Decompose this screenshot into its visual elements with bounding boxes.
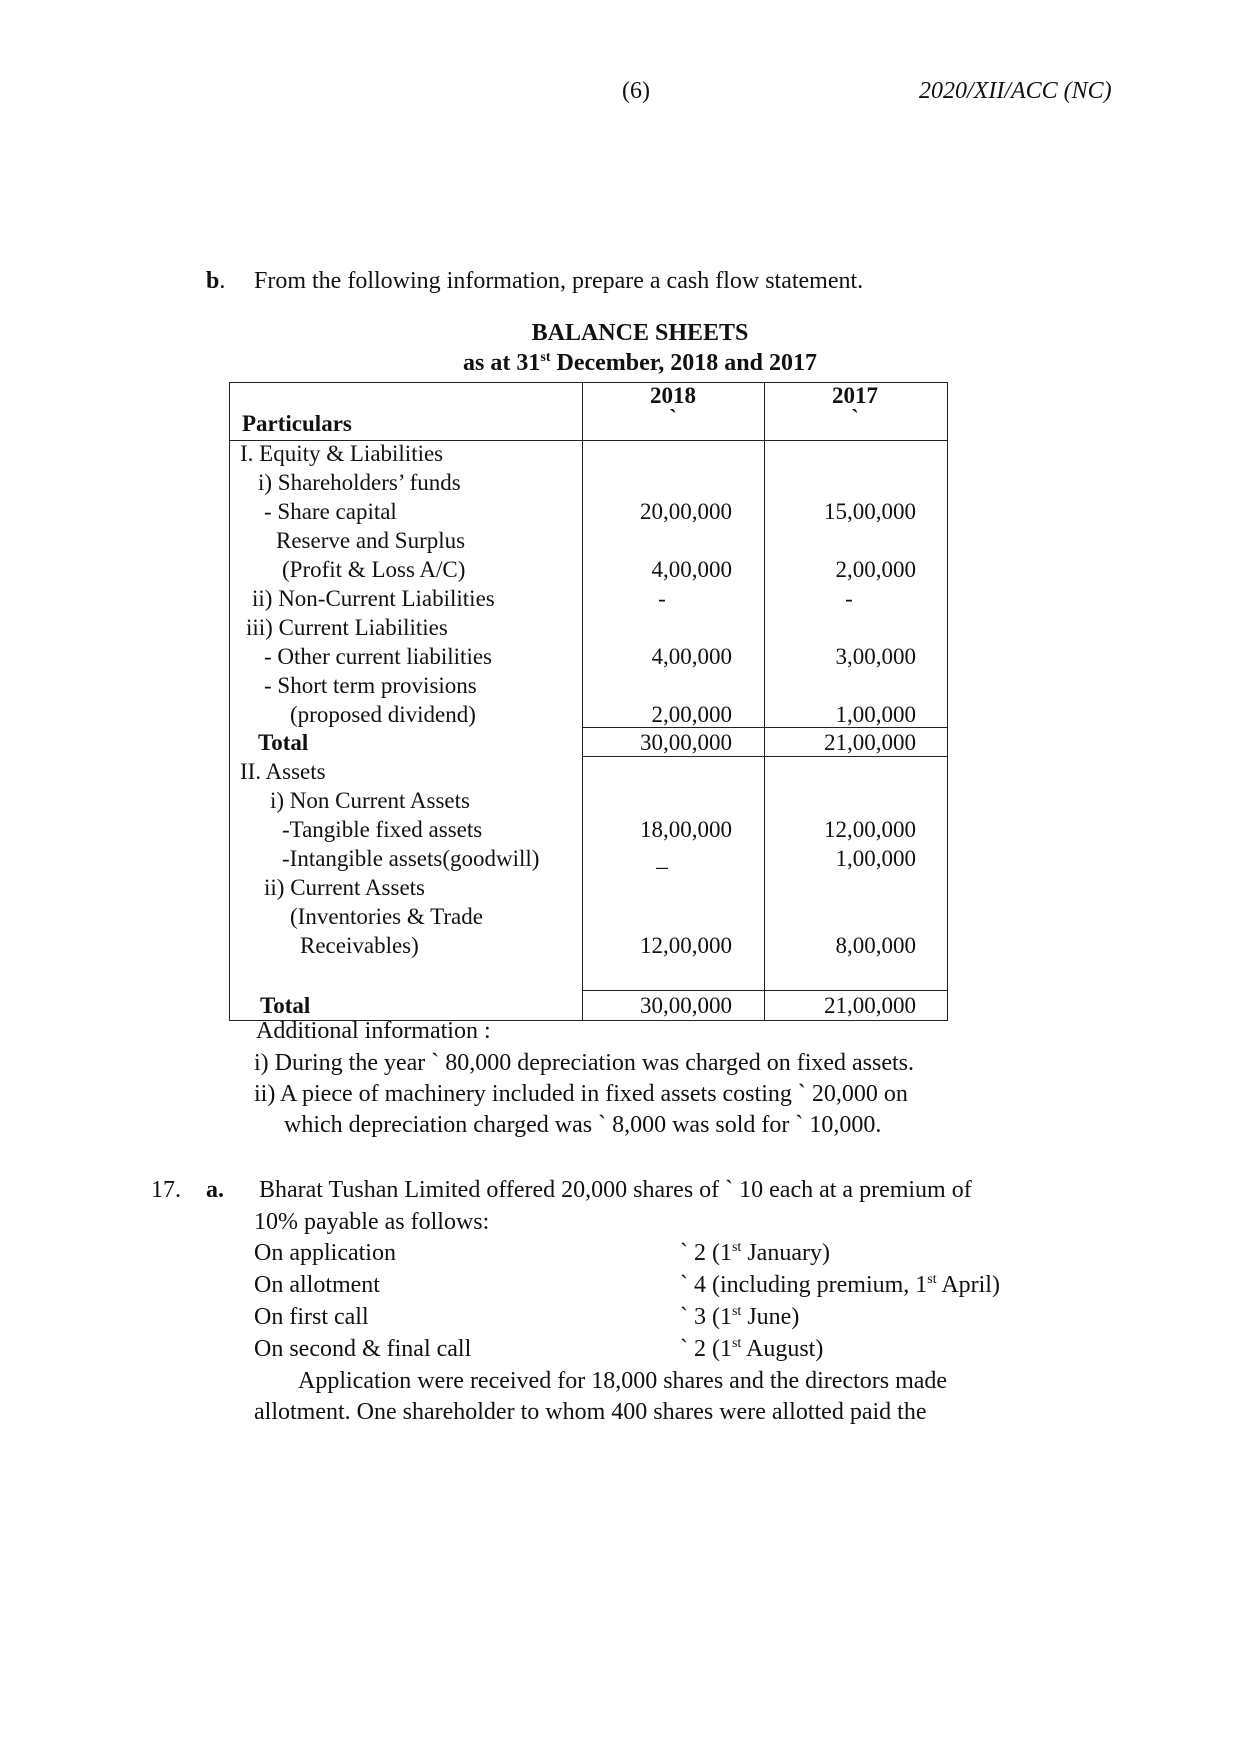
additional-info-item-2: ii) A piece of machinery included in fixed assets costing ` 20,000 on xyxy=(254,1081,908,1107)
question-b-instruction: From the following information, prepare a cash flow statement. xyxy=(254,268,864,294)
row-value-2017: 21,00,000 xyxy=(824,730,916,755)
row-value-2017: - xyxy=(845,586,853,611)
question-17-line2: 10% payable as follows: xyxy=(254,1209,490,1235)
row-value-2017: 15,00,000 xyxy=(824,499,916,524)
currency-symbol-2018: ` xyxy=(669,405,677,430)
row-value-2017: 21,00,000 xyxy=(824,993,916,1018)
schedule-amount: ` 4 (including premium, 1st April) xyxy=(680,1272,1000,1298)
row-label: - Other current liabilities xyxy=(264,644,493,669)
row-value-2017: 1,00,000 xyxy=(835,702,916,727)
schedule-stage: On allotment xyxy=(254,1272,380,1298)
row-label: Reserve and Surplus xyxy=(276,528,466,553)
row-value-2018: 18,00,000 xyxy=(640,817,732,842)
row-label: Total xyxy=(260,993,311,1018)
row-value-2017: 3,00,000 xyxy=(835,644,916,669)
row-value-2018: _ xyxy=(656,846,668,871)
row-label: Receivables) xyxy=(300,933,419,958)
schedule-amount: ` 2 (1st January) xyxy=(680,1240,830,1266)
question-17-para1: Application were received for 18,000 shares and the directors made xyxy=(298,1368,948,1394)
row-value-2017: 8,00,000 xyxy=(835,933,916,958)
row-label: i) Non Current Assets xyxy=(270,788,470,813)
additional-info-item-1: i) During the year ` 80,000 depreciation was charged on fixed assets. xyxy=(254,1050,915,1076)
row-label: i) Shareholders’ funds xyxy=(258,470,461,495)
row-label: iii) Current Liabilities xyxy=(246,615,448,640)
row-value-2018: 20,00,000 xyxy=(640,499,732,524)
balance-sheet-subtitle: as at 31st December, 2018 and 2017 xyxy=(463,350,817,376)
schedule-amount: ` 3 (1st June) xyxy=(680,1304,800,1330)
currency-symbol-2017: ` xyxy=(851,405,859,430)
col-header-particulars: Particulars xyxy=(242,411,352,436)
page-number: (6) xyxy=(622,78,650,104)
row-value-2017: 2,00,000 xyxy=(835,557,916,582)
row-label: -Intangible assets(goodwill) xyxy=(282,846,540,871)
row-value-2018: - xyxy=(658,586,666,611)
question-17-label: a. xyxy=(206,1177,224,1203)
col-header-2018: 2018 xyxy=(650,383,696,408)
row-value-2018: 4,00,000 xyxy=(651,557,732,582)
row-value-2018: 30,00,000 xyxy=(640,993,732,1018)
question-17-para2: allotment. One shareholder to whom 400 shares were allotted paid the xyxy=(254,1399,927,1425)
schedule-stage: On first call xyxy=(254,1304,369,1330)
row-label: ii) Current Assets xyxy=(264,875,425,900)
question-17-number: 17. xyxy=(151,1177,181,1203)
row-value-2018: 30,00,000 xyxy=(640,730,732,755)
balance-sheet-table xyxy=(229,382,948,1021)
row-label: (Profit & Loss A/C) xyxy=(282,557,466,582)
row-value-2018: 12,00,000 xyxy=(640,933,732,958)
row-label: (proposed dividend) xyxy=(290,702,476,727)
row-label: - Short term provisions xyxy=(264,673,477,698)
row-value-2017: 1,00,000 xyxy=(835,846,916,871)
paper-code: 2020/XII/ACC (NC) xyxy=(919,78,1112,104)
row-label: -Tangible fixed assets xyxy=(282,817,483,842)
schedule-stage: On second & final call xyxy=(254,1336,472,1362)
balance-sheet-title: BALANCE SHEETS xyxy=(531,320,749,346)
row-value-2018: 4,00,000 xyxy=(651,644,732,669)
row-label: Total xyxy=(258,730,309,755)
question-b-label: b. xyxy=(206,268,226,294)
schedule-amount: ` 2 (1st August) xyxy=(680,1336,824,1362)
row-label: II. Assets xyxy=(240,759,326,784)
additional-info-item-3: which depreciation charged was ` 8,000 was sold for ` 10,000. xyxy=(284,1112,882,1138)
col-header-2017: 2017 xyxy=(832,383,878,408)
schedule-stage: On application xyxy=(254,1240,396,1266)
row-label: (Inventories & Trade xyxy=(290,904,483,929)
additional-info-heading: Additional information : xyxy=(256,1018,491,1044)
row-value-2018: 2,00,000 xyxy=(651,702,732,727)
row-label: I. Equity & Liabilities xyxy=(240,441,444,466)
row-value-2017: 12,00,000 xyxy=(824,817,916,842)
row-label: ii) Non-Current Liabilities xyxy=(252,586,495,611)
question-17-line1: Bharat Tushan Limited offered 20,000 shares of ` 10 each at a premium of xyxy=(259,1177,972,1203)
row-label: - Share capital xyxy=(264,499,397,524)
